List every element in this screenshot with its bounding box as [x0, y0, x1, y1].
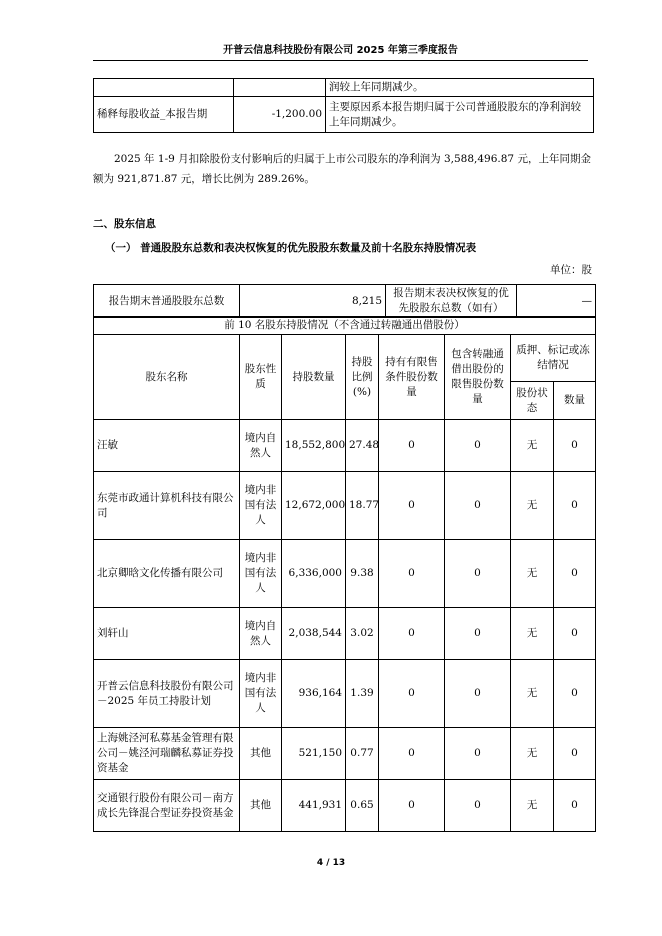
holder-lent: 0	[445, 472, 511, 540]
holder-shares: 18,552,800	[282, 420, 346, 472]
holder-lent: 0	[445, 728, 511, 780]
holder-restricted: 0	[379, 728, 445, 780]
holder-qty: 0	[554, 608, 596, 660]
holder-restricted: 0	[379, 608, 445, 660]
holder-shares: 521,150	[282, 728, 346, 780]
holder-ratio: 9.38	[346, 540, 379, 608]
holder-name: 交通银行股份有限公司－南方成长先锋混合型证券投资基金	[94, 780, 240, 832]
holder-lent: 0	[445, 608, 511, 660]
eps-row-diluted	[94, 97, 594, 133]
header-qty: 数量	[554, 382, 596, 420]
header-status: 股份状态	[511, 382, 554, 420]
summary-label-common: 报告期末普通股股东总数	[94, 285, 240, 318]
holder-nature: 境内自然人	[240, 420, 282, 472]
eps-value: -1,200.00	[234, 97, 326, 133]
header-pledge: 质押、标记或冻结情况	[511, 335, 596, 382]
holder-restricted: 0	[379, 780, 445, 832]
holder-nature: 其他	[240, 728, 282, 780]
holder-restricted: 0	[379, 660, 445, 728]
top-holders-table	[93, 316, 596, 832]
table-row	[94, 420, 596, 472]
holder-name: 刘轩山	[94, 608, 240, 660]
header-shares: 持股数量	[282, 335, 346, 420]
holder-ratio: 0.65	[346, 780, 379, 832]
table-row	[94, 472, 596, 540]
holder-status: 无	[511, 608, 554, 660]
holder-nature: 境内非国有法人	[240, 472, 282, 540]
header-ratio: 持股比例(%)	[346, 335, 379, 420]
holder-status: 无	[511, 540, 554, 608]
header-lent: 包含转融通借出股份的限售股份数量	[445, 335, 511, 420]
holder-shares: 2,038,544	[282, 608, 346, 660]
eps-row-continued	[94, 79, 594, 97]
holder-ratio: 0.77	[346, 728, 379, 780]
holder-qty: 0	[554, 660, 596, 728]
holder-restricted: 0	[379, 540, 445, 608]
holder-name: 汪敏	[94, 420, 240, 472]
shareholder-summary-table	[93, 284, 596, 318]
section-title: 二、股东信息	[93, 218, 156, 230]
holder-restricted: 0	[379, 472, 445, 540]
holder-ratio: 1.39	[346, 660, 379, 728]
holder-status: 无	[511, 780, 554, 832]
holder-lent: 0	[445, 780, 511, 832]
holder-status: 无	[511, 472, 554, 540]
page-header: 开普云信息科技股份有限公司 2025 年第三季度报告	[93, 41, 588, 61]
holder-ratio: 18.77	[346, 472, 379, 540]
holder-qty: 0	[554, 420, 596, 472]
subsection-title: （一） 普通股股东总数和表决权恢复的优先股股东数量及前十名股东持股情况表	[105, 242, 477, 254]
holder-ratio: 27.48	[346, 420, 379, 472]
table-row	[94, 728, 596, 780]
unit-label: 单位：股	[550, 264, 592, 276]
profit-paragraph: 2025 年 1-9 月扣除股份支付影响后的归属于上市公司股东的净利润为 3,588,496.87 元，上年同期金额为 921,871.87 元，增长比例为 289.26%。	[93, 153, 591, 185]
holder-nature: 境内非国有法人	[240, 660, 282, 728]
table-row	[94, 660, 596, 728]
holder-qty: 0	[554, 728, 596, 780]
holder-nature: 境内非国有法人	[240, 540, 282, 608]
holder-lent: 0	[445, 660, 511, 728]
holder-shares: 12,672,000	[282, 472, 346, 540]
eps-note: 主要原因系本报告期归属于公司普通股股东的净利润较上年同期减少。	[326, 97, 594, 133]
holder-status: 无	[511, 728, 554, 780]
eps-cell-empty	[234, 79, 326, 97]
eps-note-continued: 润较上年同期减少。	[326, 79, 594, 97]
summary-value-common: 8,215	[240, 285, 386, 318]
holder-name: 东莞市政通计算机科技有限公司	[94, 472, 240, 540]
holders-table-title: 前 10 名股东持股情况（不含通过转融通出借股份）	[94, 317, 596, 335]
holder-status: 无	[511, 420, 554, 472]
holder-qty: 0	[554, 780, 596, 832]
holder-lent: 0	[445, 540, 511, 608]
eps-table	[93, 78, 594, 133]
page-number: 4 / 13	[316, 858, 346, 868]
holder-status: 无	[511, 660, 554, 728]
holder-shares: 936,164	[282, 660, 346, 728]
header-restricted: 持有有限售条件股份数量	[379, 335, 445, 420]
holder-shares: 6,336,000	[282, 540, 346, 608]
holder-qty: 0	[554, 540, 596, 608]
summary-value-preferred: —	[517, 285, 596, 318]
summary-label-preferred: 报告期末表决权恢复的优先股股东总数（如有）	[386, 285, 517, 318]
table-row	[94, 608, 596, 660]
eps-cell-empty	[94, 79, 234, 97]
holder-name: 北京卿晗文化传播有限公司	[94, 540, 240, 608]
header-name: 股东名称	[94, 335, 240, 420]
holder-shares: 441,931	[282, 780, 346, 832]
holder-nature: 其他	[240, 780, 282, 832]
holder-qty: 0	[554, 472, 596, 540]
header-nature: 股东性质	[240, 335, 282, 420]
holder-name: 上海姚泾河私募基金管理有限公司－姚泾河瑞麟私募证券投资基金	[94, 728, 240, 780]
holder-ratio: 3.02	[346, 608, 379, 660]
holder-restricted: 0	[379, 420, 445, 472]
table-row	[94, 540, 596, 608]
holder-name: 开普云信息科技股份有限公司－2025 年员工持股计划	[94, 660, 240, 728]
eps-label: 稀释每股收益_本报告期	[94, 97, 234, 133]
table-row	[94, 780, 596, 832]
holder-lent: 0	[445, 420, 511, 472]
holder-nature: 境内自然人	[240, 608, 282, 660]
